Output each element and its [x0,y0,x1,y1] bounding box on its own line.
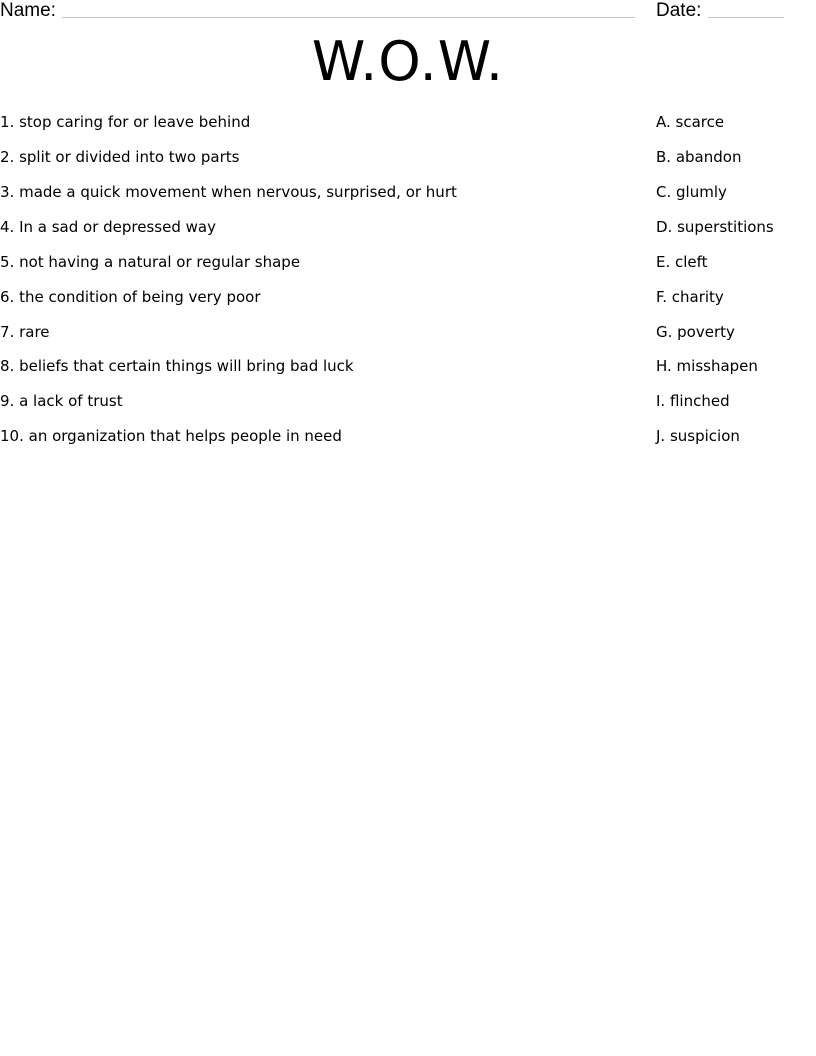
name-label: Name: [0,0,56,21]
matching-row [0,180,816,204]
clue-item: 8. beliefs that certain things will bring bad luck [0,357,354,375]
answer-option: C. glumly [656,183,727,201]
clue-item: 3. made a quick movement when nervous, surprised, or hurt [0,183,457,201]
clue-item: 5. not having a natural or regular shape [0,253,301,271]
matching-row [0,389,816,413]
clue-item: 4. In a sad or depressed way [0,218,216,236]
matching-row [0,285,816,309]
matching-row [0,215,816,239]
answer-option: E. cleft [656,253,708,271]
matching-row [0,250,816,274]
answer-option: I. flinched [656,392,730,410]
matching-row [0,320,816,344]
worksheet-header [0,0,816,24]
answer-option: H. misshapen [656,357,758,375]
clue-item: 10. an organization that helps people in need [0,427,342,445]
matching-row [0,424,816,448]
clue-item: 7. rare [0,323,50,341]
answer-option: D. superstitions [656,218,774,236]
matching-row [0,145,816,169]
clue-item: 2. split or divided into two parts [0,148,240,166]
answer-option: B. abandon [656,148,742,166]
date-field-line[interactable] [708,17,784,18]
answer-option: A. scarce [656,113,725,131]
worksheet-title: W.O.W. [311,30,505,93]
matching-row [0,110,816,134]
answer-option: F. charity [656,288,724,306]
answer-option: J. suspicion [656,427,740,445]
name-field-line[interactable] [62,17,635,18]
clue-item: 1. stop caring for or leave behind [0,113,251,131]
date-label: Date: [656,0,702,21]
clue-item: 9. a lack of trust [0,392,123,410]
answer-option: G. poverty [656,323,735,341]
clue-item: 6. the condition of being very poor [0,288,261,306]
matching-row [0,354,816,378]
